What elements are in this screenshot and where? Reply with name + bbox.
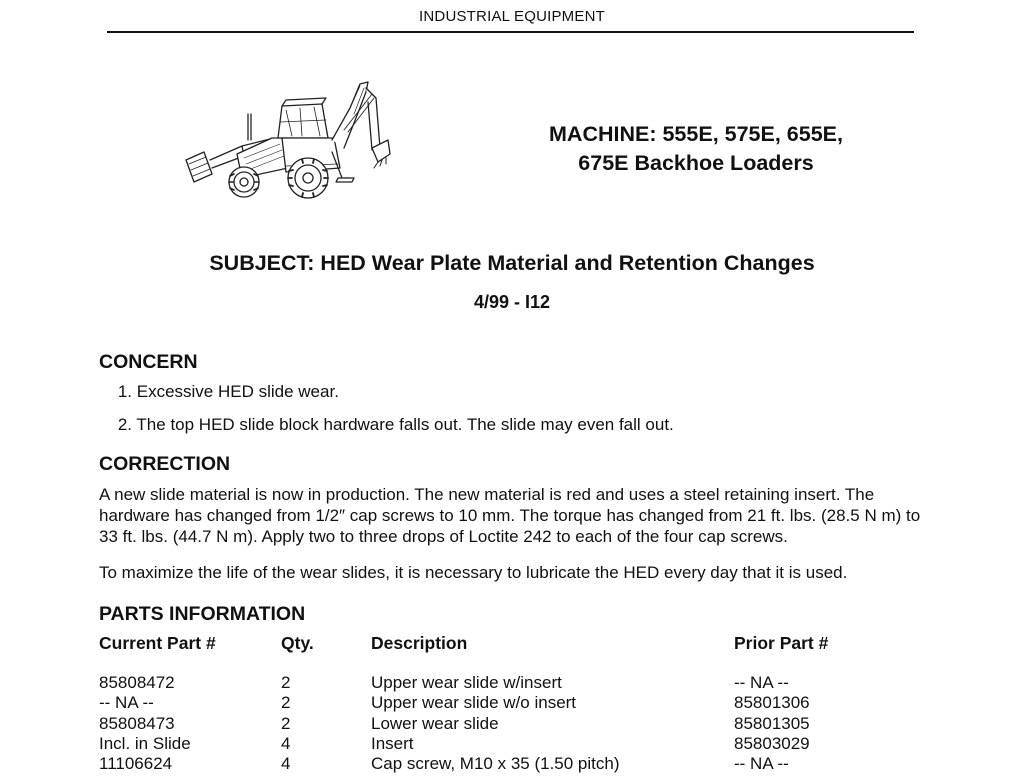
concern-item-number: 2. bbox=[117, 415, 132, 434]
cell-prior-part: -- NA -- bbox=[734, 673, 789, 692]
cell-description: Lower wear slide bbox=[371, 713, 499, 733]
parts-table-body bbox=[99, 673, 919, 774]
correction-paragraph: A new slide material is now in production. The new material is red and uses a steel retaining insert. The hardware has changed from 1/2″ cap screws to 10 mm. The torque has changed from 21 ft. lbs. (28.5 N m) to 33 ft. lbs. (44.7 N m). Apply two to three drops of Loctite 242 to each of the four cap screws. bbox=[99, 485, 921, 546]
table-row bbox=[99, 673, 919, 693]
table-row bbox=[99, 714, 919, 734]
concern-item-text: The top HED slide block hardware falls out. The slide may even fall out. bbox=[136, 415, 674, 434]
column-header-prior-part: Prior Part # bbox=[734, 633, 829, 653]
correction-heading: CORRECTION bbox=[99, 453, 231, 475]
cell-description: Upper wear slide w/insert bbox=[371, 673, 562, 692]
cell-qty: 2 bbox=[281, 713, 291, 733]
machine-title-line2: 675E Backhoe Loaders bbox=[578, 151, 814, 175]
document-header: INDUSTRIAL EQUIPMENT bbox=[419, 8, 605, 25]
cell-current-part: 85808473 bbox=[99, 713, 175, 733]
concern-heading: CONCERN bbox=[99, 351, 198, 373]
cell-prior-part: 85801305 bbox=[734, 713, 810, 733]
cell-current-part: 11106624 bbox=[99, 754, 173, 774]
cell-qty: 2 bbox=[281, 693, 291, 713]
cell-description: Upper wear slide w/o insert bbox=[371, 693, 577, 713]
date-code: 4/99 - I12 bbox=[473, 292, 551, 312]
cell-qty: 2 bbox=[281, 673, 291, 692]
table-row bbox=[99, 693, 919, 713]
column-header-current-part: Current Part # bbox=[99, 633, 216, 653]
subject-heading: SUBJECT: HED Wear Plate Material and Retention Changes bbox=[209, 251, 815, 275]
parts-table-header bbox=[99, 633, 919, 655]
cell-qty: 4 bbox=[281, 754, 291, 774]
table-row bbox=[99, 754, 919, 774]
cell-description: Insert bbox=[371, 733, 414, 753]
column-header-qty: Qty. bbox=[281, 633, 314, 653]
cell-qty: 4 bbox=[281, 733, 291, 753]
backhoe-loader-illustration bbox=[182, 78, 397, 203]
concern-item bbox=[99, 382, 919, 415]
lubrication-paragraph: To maximize the life of the wear slides, it is necessary to lubricate the HED every day that it is used. bbox=[99, 563, 848, 582]
table-row bbox=[99, 734, 919, 754]
concern-item bbox=[99, 415, 919, 448]
concern-list bbox=[99, 382, 919, 448]
concern-item-text: Excessive HED slide wear. bbox=[136, 382, 339, 401]
cell-prior-part: -- NA -- bbox=[734, 754, 789, 774]
cell-current-part: -- NA -- bbox=[99, 693, 154, 713]
parts-information-heading: PARTS INFORMATION bbox=[99, 603, 306, 625]
cell-current-part: 85808472 bbox=[99, 673, 175, 692]
cell-description: Cap screw, M10 x 35 (1.50 pitch) bbox=[371, 754, 620, 774]
concern-item-number: 1. bbox=[117, 382, 132, 401]
column-header-description: Description bbox=[371, 633, 468, 653]
machine-title bbox=[480, 120, 912, 178]
machine-title-line1: MACHINE: 555E, 575E, 655E, bbox=[549, 122, 843, 146]
cell-prior-part: 85803029 bbox=[734, 733, 810, 753]
cell-prior-part: 85801306 bbox=[734, 693, 810, 713]
parts-table bbox=[99, 633, 919, 774]
cell-current-part: Incl. in Slide bbox=[99, 733, 191, 753]
header-rule bbox=[107, 31, 914, 33]
